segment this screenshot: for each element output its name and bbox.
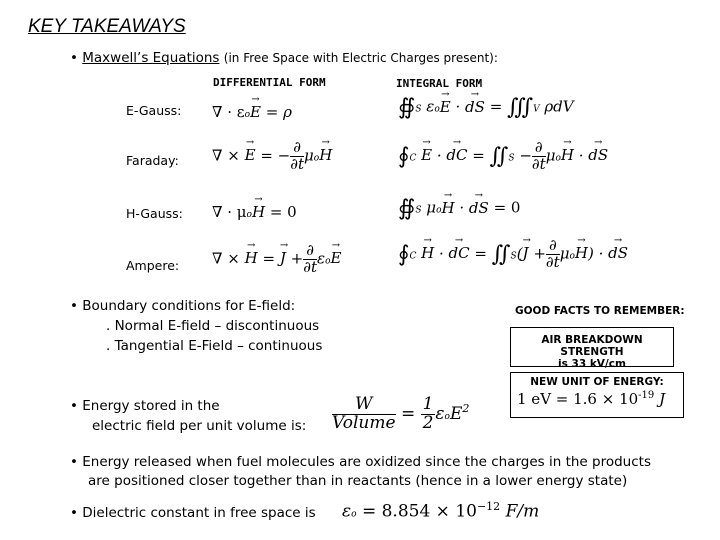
maxwell-equations-link[interactable]: Maxwell’s Equations xyxy=(82,50,220,66)
eq-e-gauss-int: ∯S εo→ E · → dS = ∭V ρdV xyxy=(398,95,574,120)
bullet: • xyxy=(70,50,78,66)
energy-unit-heading: NEW UNIT OF ENERGY: xyxy=(530,376,664,388)
col-integral: INTEGRAL FORM xyxy=(396,77,483,90)
boundary-line-3: . Tangential E-Field – continuous xyxy=(106,338,323,354)
air-breakdown-line-2: is 33 kV/cm xyxy=(558,358,626,370)
row-label-ampere: Ampere: xyxy=(126,258,180,273)
maxwell-suffix: (in Free Space with Electric Charges present): xyxy=(223,51,498,65)
air-breakdown-box xyxy=(510,327,674,370)
eq-h-gauss-int: ∯S μo→ H · → dS = 0 xyxy=(398,196,520,221)
row-label-e-gauss: E-Gauss: xyxy=(126,103,182,118)
dielectric-text: • Dielectric constant in free space is xyxy=(70,505,316,521)
eq-faraday-diff: ∇ × → E = − $\frac{\partial}{\partial t}$ μo→ H xyxy=(212,140,332,173)
boundary-line-2: . Normal E-field – discontinuous xyxy=(106,318,320,334)
facts-heading: GOOD FACTS TO REMEMBER: xyxy=(515,305,685,317)
col-differential: DIFFERENTIAL FORM xyxy=(213,76,326,89)
eq-ampere-int: ∮C → H · → dC = ∬S(→ J + $\frac{\partial}{\partial t}$ μo→ H) · → dS xyxy=(398,238,628,271)
eq-ampere-diff: ∇ × → H = → J + $\frac{\partial}{\partial t}$ εo→ E xyxy=(212,243,341,276)
eq-e-gauss-diff: ∇ · εo→ E = ρ xyxy=(212,103,292,121)
maxwell-heading xyxy=(70,50,498,66)
energy-stored-line-2: electric field per unit volume is: xyxy=(92,418,307,434)
energy-unit-box xyxy=(510,372,684,418)
energy-released-line-1: • Energy released when fuel molecules are oxidized since the charges in the products xyxy=(70,454,651,470)
row-label-faraday: Faraday: xyxy=(126,153,179,168)
energy-stored-line-1: • Energy stored in the xyxy=(70,398,220,414)
eq-dielectric: $\varepsilon o = 8.854 \times 10^{-12}$ F/m xyxy=(342,500,540,522)
air-breakdown-line-1: AIR BREAKDOWN STRENGTH xyxy=(541,334,643,358)
energy-unit-eq: 1 eV = $1.6 \times 10^{-19}$ J xyxy=(517,390,666,408)
boundary-line-1: • Boundary conditions for E-field: xyxy=(70,298,296,314)
page-title: KEY TAKEAWAYS xyxy=(28,16,186,37)
eq-faraday-int: ∮C → E · → dC = ∬S − $\frac{\partial}{\partial t}$ μo→ H · → dS xyxy=(398,140,608,173)
energy-released-line-2: are positioned closer together than in reactants (hence in a lower energy state) xyxy=(88,473,628,489)
eq-energy-density: $\frac{W}{\text{Volume}}$ = $\frac{1}{2}$ εoE$^2$ xyxy=(332,394,470,433)
row-label-h-gauss: H-Gauss: xyxy=(126,206,183,221)
eq-h-gauss-diff: ∇ · μo→ H = 0 xyxy=(212,203,297,221)
